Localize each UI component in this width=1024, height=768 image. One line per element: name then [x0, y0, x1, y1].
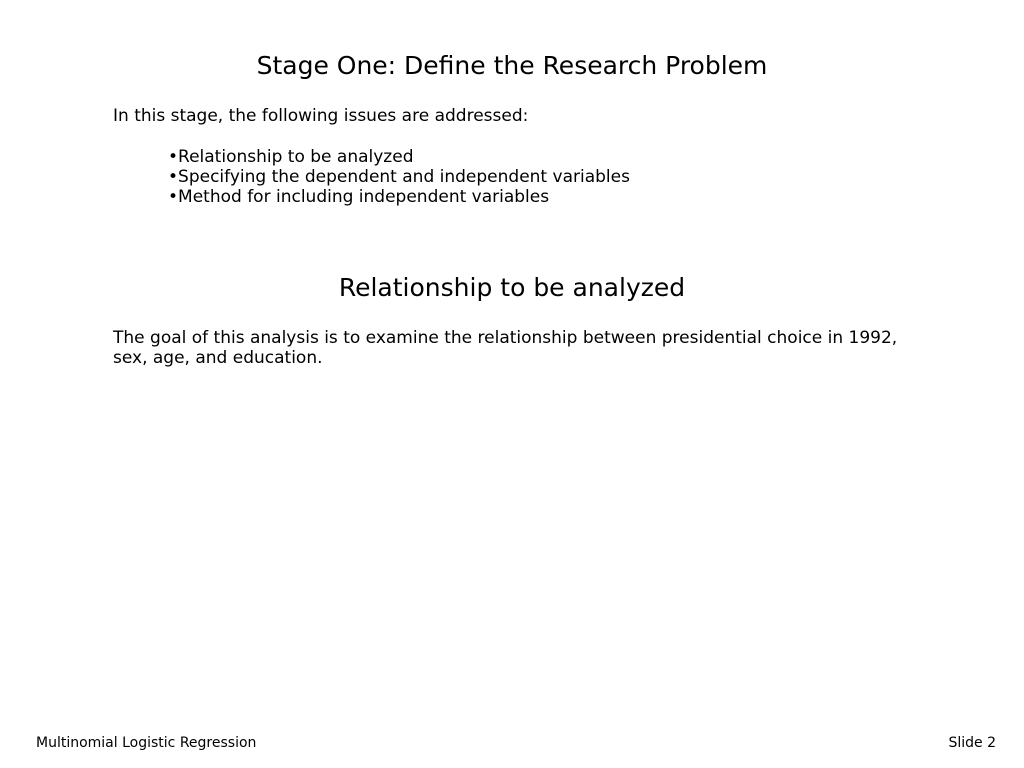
- issues-list: [168, 147, 630, 207]
- bullet-icon: •: [168, 187, 179, 207]
- list-item: [168, 187, 630, 207]
- list-item-label: Relationship to be analyzed: [178, 147, 414, 167]
- list-item-label: Specifying the dependent and independent variables: [178, 167, 630, 187]
- footer-presentation-title: Multinomial Logistic Regression: [36, 735, 257, 751]
- slide-title: Stage One: Define the Research Problem: [256, 51, 768, 80]
- bullet-icon: •: [168, 147, 179, 167]
- section-body-text: The goal of this analysis is to examine the relationship between presidential choice in 1992, sex, age, and education.: [113, 328, 898, 368]
- list-item: [168, 167, 630, 187]
- list-item: [168, 147, 630, 167]
- list-item-label: Method for including independent variables: [178, 187, 550, 207]
- footer-slide-number: Slide 2: [948, 735, 996, 751]
- section-title: Relationship to be analyzed: [338, 273, 686, 302]
- intro-text: In this stage, the following issues are addressed:: [113, 106, 529, 126]
- bullet-icon: •: [168, 167, 179, 187]
